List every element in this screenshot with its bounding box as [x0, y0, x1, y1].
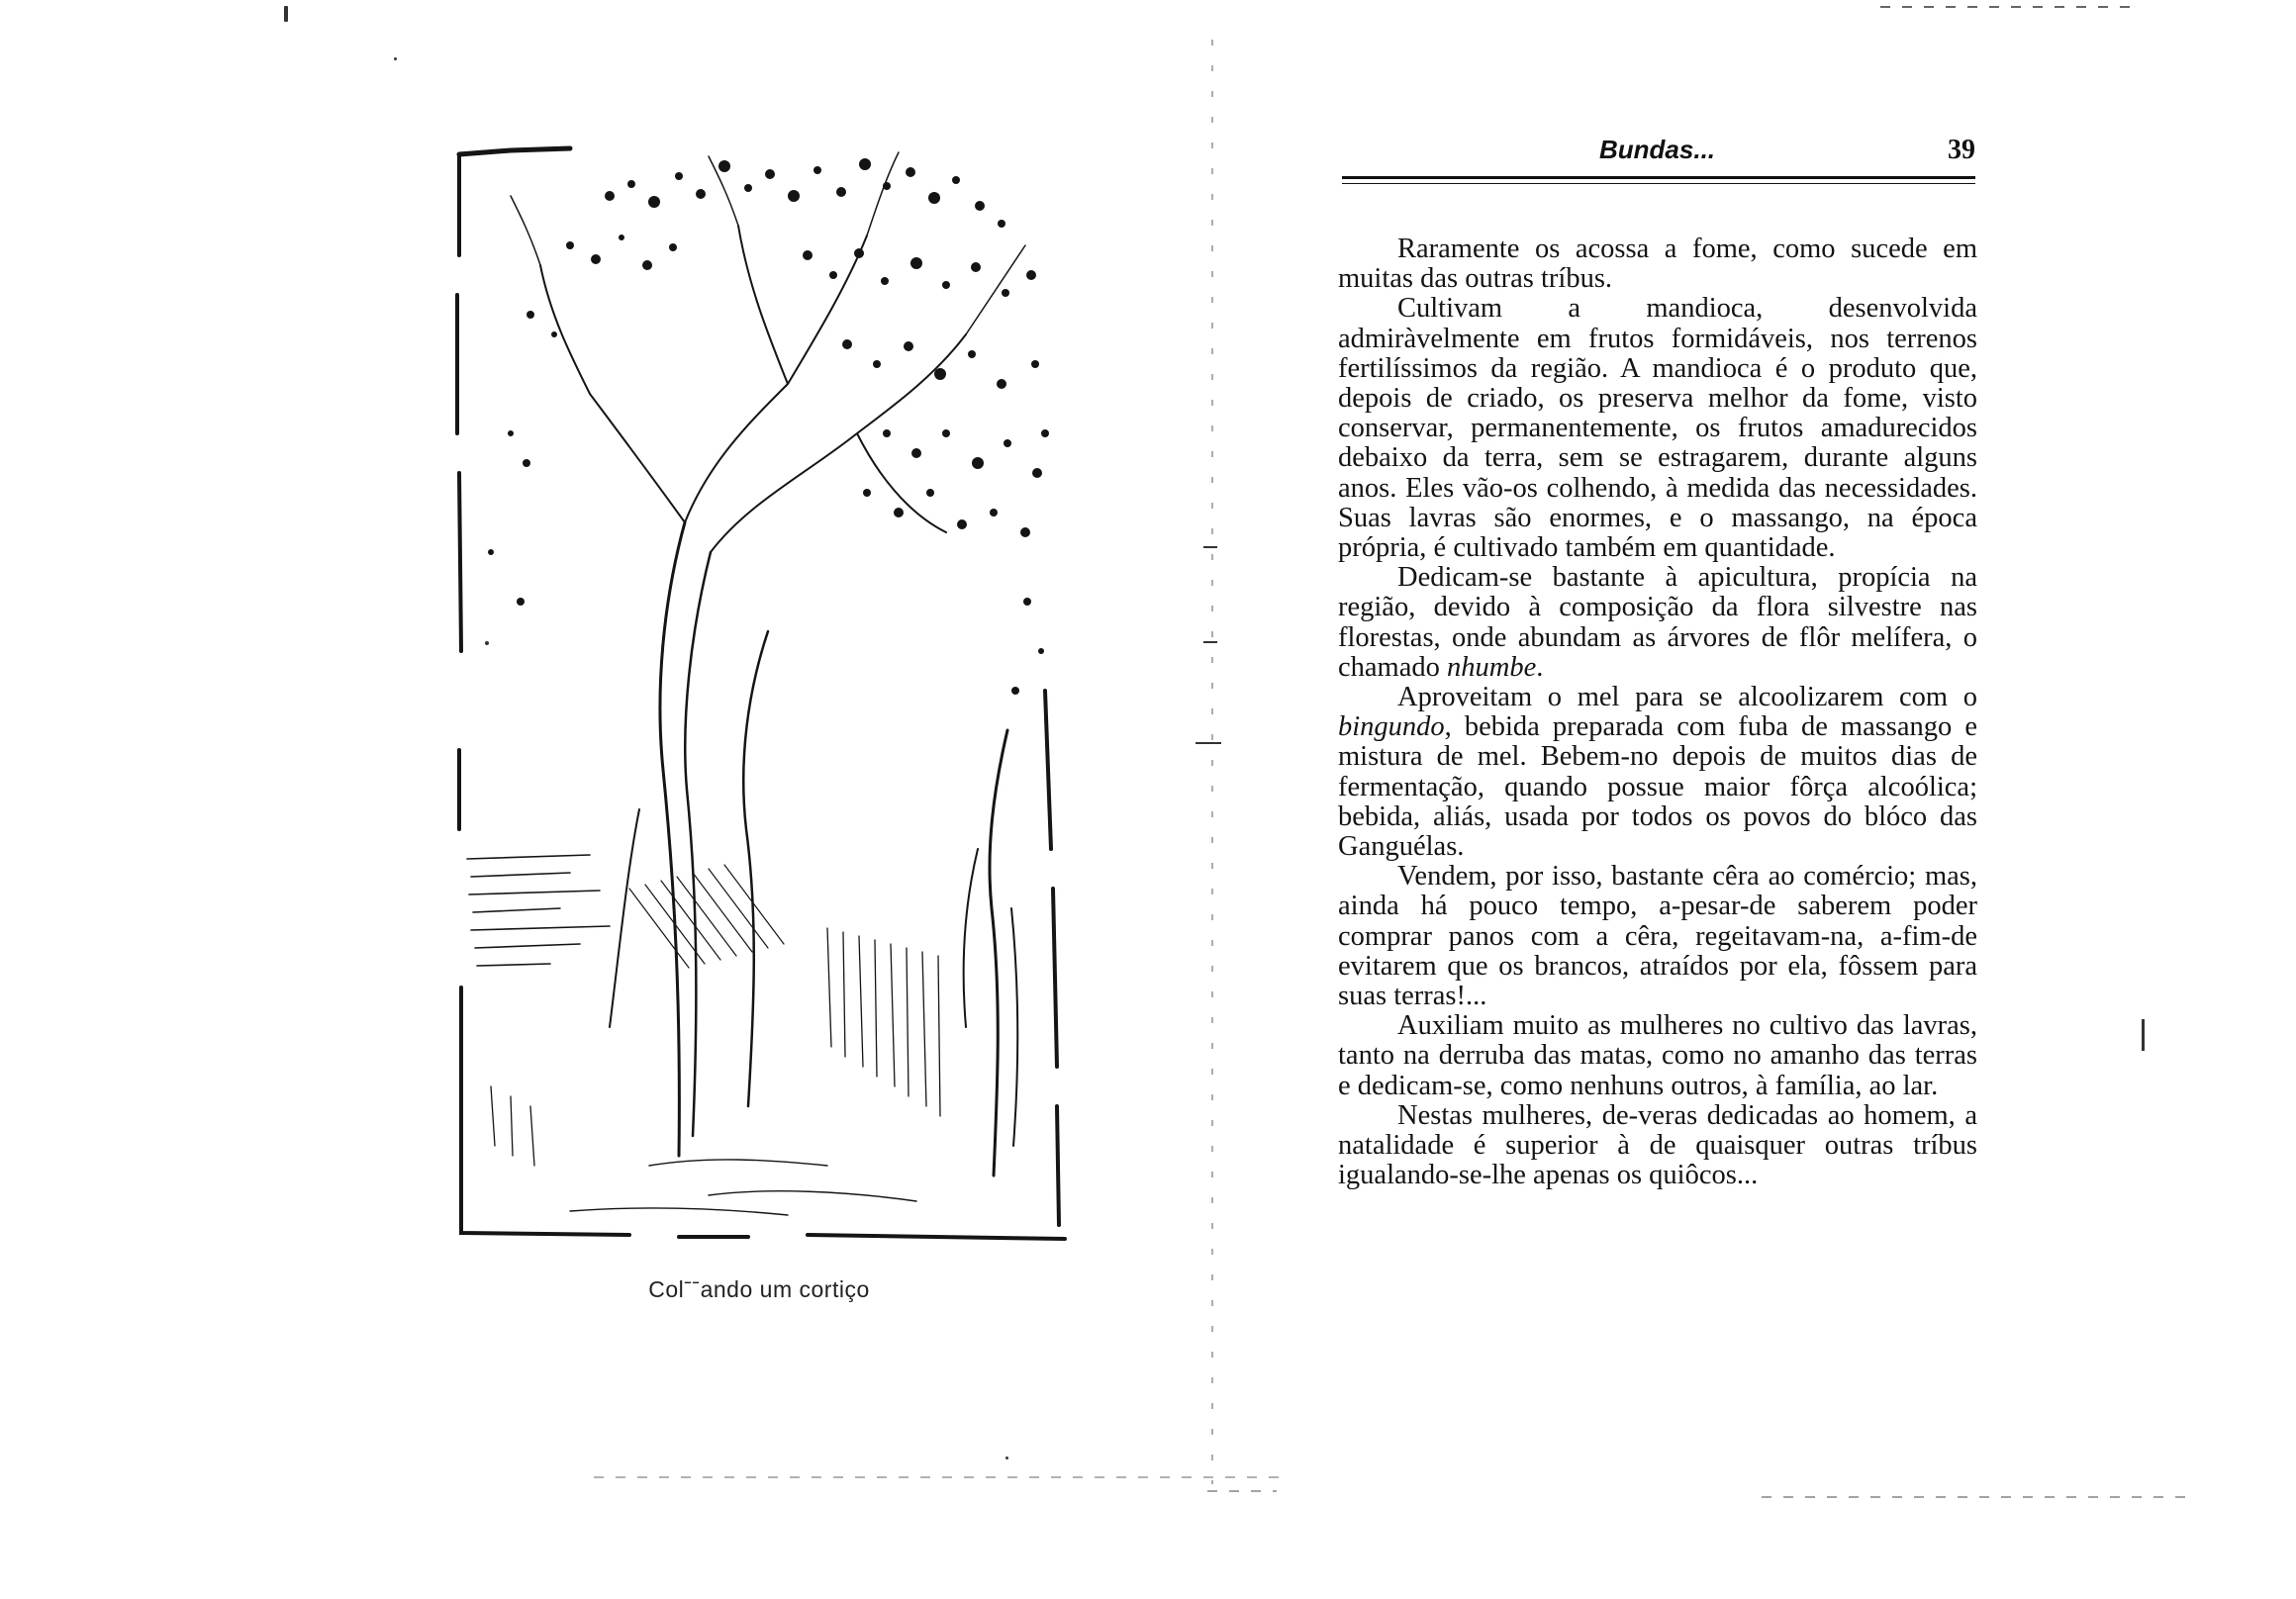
- paragraph-text: , bebida preparada com fuba de massango e mistura de mel. Bebem-no depois de muitos dias de fermentação, quando possue maior fôrça alcoólica; bebida, aliás, usada por todos os povos do blóco das Ganguélas.: [1338, 711, 1977, 863]
- scan-speck: [2142, 1019, 2145, 1051]
- paragraph-text: Cultivam a mandioca, desenvolvida admiràvelmente em frutos formidáveis, nos terrenos fertilíssimos da região. A mandioca é o produto que, depois de criado, os preserva melhor da fome, visto conservar, permanentemente, os frutos amadurecidos debaixo da terra, sem se estragarem, durante alguns anos. Eles vão-os colhendo, à medida das necessidades. Suas lavras são enormes, e o massango, na época própria, é cultivado também em quantidade.: [1338, 293, 1977, 564]
- paragraph-text: Nestas mulheres, de-veras dedicadas ao homem, a natalidade é superior à de quaisquer outras tríbus igualando-se-lhe apenas os quiôcos...: [1338, 1099, 1977, 1191]
- illustration-caption: Colˉˉando um cortiço: [648, 1276, 870, 1302]
- italic-term: bingundo: [1338, 711, 1445, 743]
- paragraph: [1338, 683, 1977, 862]
- paragraph: [1338, 1011, 1977, 1101]
- engraving-illustration: [451, 137, 1067, 1253]
- paragraph: [1338, 862, 1977, 1011]
- scan-speck: [1196, 742, 1221, 744]
- scan-speck: [284, 6, 288, 22]
- italic-term: nhumbe: [1447, 651, 1537, 683]
- paragraph-text: Dedicam-se bastante à apicultura, propícia na região, devido à composição da flora silvestre nas florestas, onde abundam as árvores de flôr melífera, o chamado: [1338, 562, 1977, 683]
- scan-speck: [1203, 641, 1217, 643]
- paragraph: [1338, 1101, 1977, 1191]
- scan-edge: [1762, 1496, 2197, 1498]
- paragraph-text: Aproveitam o mel para se alcoolizarem com o: [1397, 682, 1977, 713]
- header-rule-thin: [1342, 183, 1975, 184]
- page-gutter: [1211, 40, 1213, 1484]
- running-title: Bundas...: [1599, 135, 1716, 164]
- paragraph-text: Auxiliam muito as mulheres no cultivo das lavras, tanto na derruba das matas, como no amanho das terras e dedicam-se, como nenhuns outros, à família, ao lar.: [1338, 1010, 1977, 1101]
- scan-edge: [594, 1476, 1287, 1478]
- running-head: [1342, 135, 1975, 174]
- paragraph: [1338, 294, 1977, 563]
- scan-speck: [1005, 1457, 1008, 1459]
- body-text: [1338, 235, 1977, 1191]
- paragraph: [1338, 235, 1977, 294]
- scan-edge: [1880, 6, 2138, 8]
- page-number: 39: [1948, 135, 1975, 165]
- paragraph-text: Raramente os acossa a fome, como sucede em muitas das outras tríbus.: [1338, 234, 1977, 295]
- paragraph: [1338, 563, 1977, 683]
- scan-speck: [1203, 546, 1217, 548]
- header-rule: [1342, 176, 1975, 179]
- scan-edge: [1207, 1490, 1277, 1492]
- paragraph-text: .: [1536, 651, 1544, 683]
- paragraph-text: Vendem, por isso, bastante cêra ao comércio; mas, ainda há pouco tempo, a-pesar-de saberem poder comprar panos com a cêra, regeitavam-na, a-fim-de evitarem que os brancos, atraídos por ela, fôssem para suas terras!...: [1338, 861, 1977, 1012]
- illustration-plate: [451, 137, 1067, 1253]
- scan-speck: [394, 57, 397, 60]
